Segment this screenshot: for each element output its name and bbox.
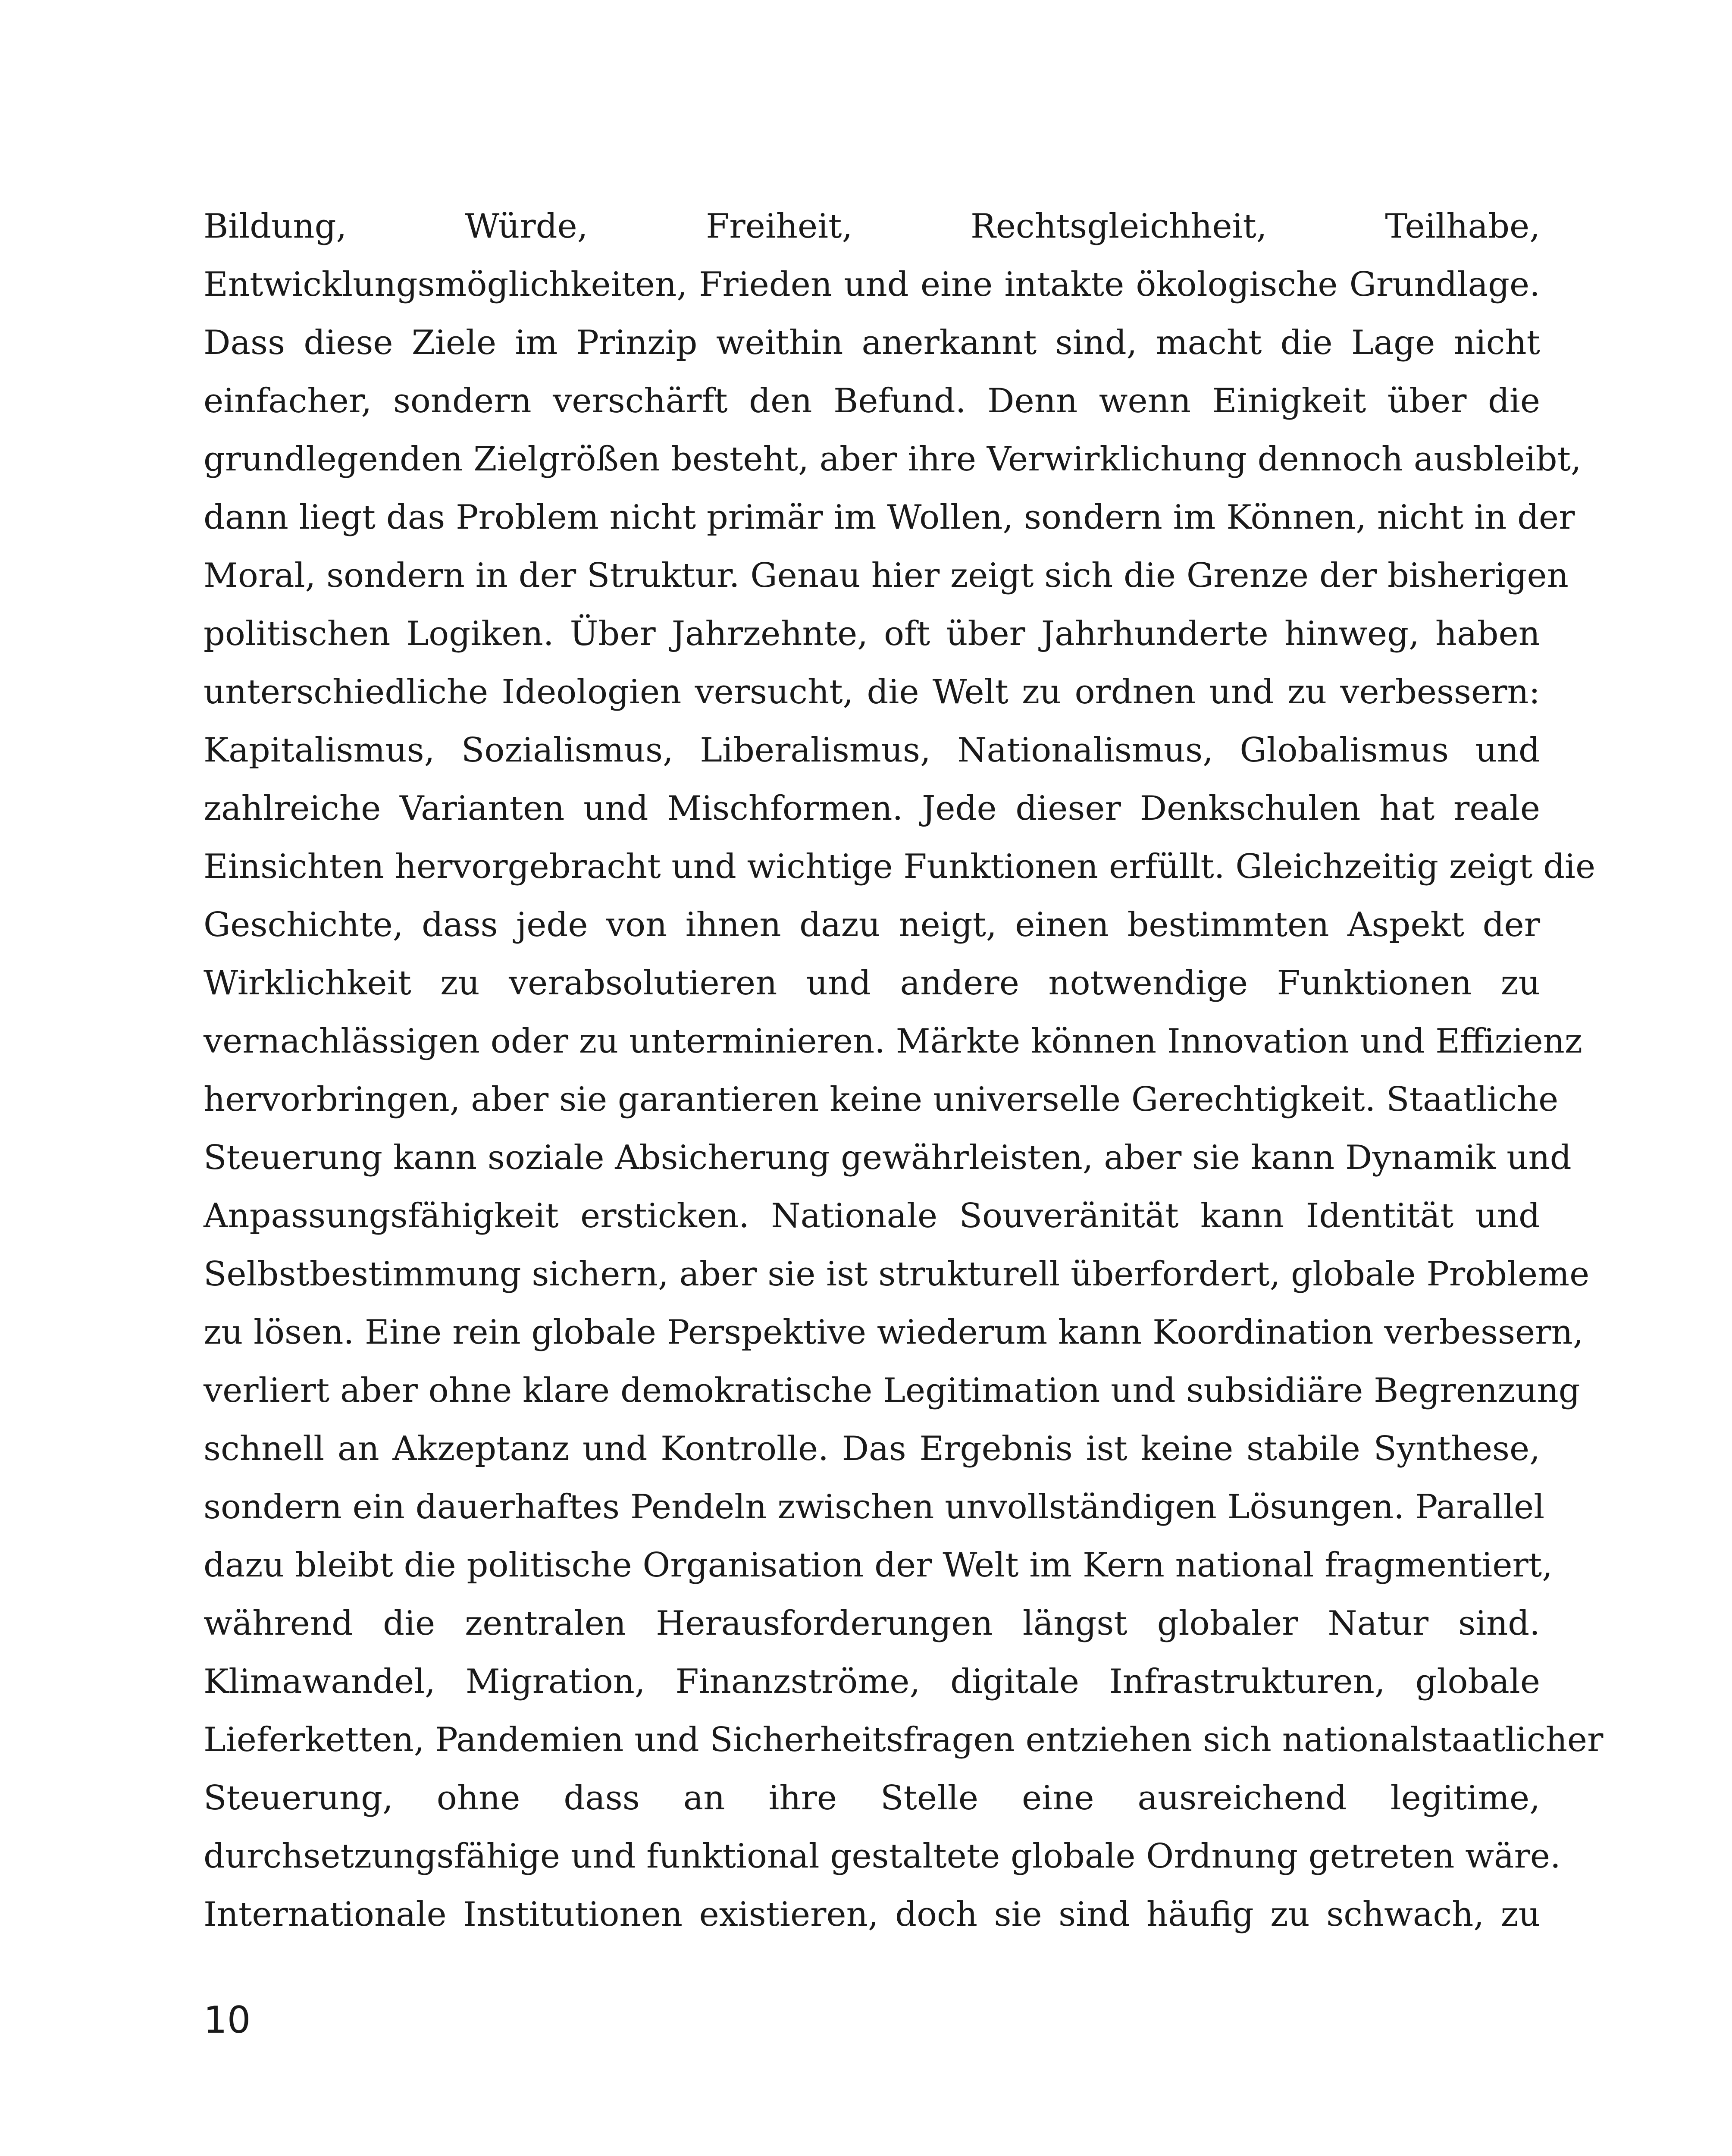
text-line: Einsichten hervorgebracht und wichtige Funktionen erfüllt. Gleichzeitig zeigt die bbox=[204, 847, 1596, 886]
text-line: grundlegenden Zielgrößen besteht, aber ihre Verwirklichung dennoch ausbleibt, bbox=[204, 440, 1582, 479]
text-line: Kapitalismus, Sozialismus, Liberalismus, Nationalismus, Globalismus und bbox=[204, 731, 1540, 770]
text-line: Geschichte, dass jede von ihnen dazu neigt, einen bestimmten Aspekt der bbox=[204, 906, 1540, 944]
text-line: zu lösen. Eine rein globale Perspektive wiederum kann Koordination verbessern, bbox=[204, 1313, 1584, 1352]
text-line: Entwicklungsmöglichkeiten, Frieden und eine intakte ökologische Grundlage. bbox=[204, 265, 1540, 304]
text-line: während die zentralen Herausforderungen längst globaler Natur sind. bbox=[204, 1604, 1540, 1643]
text-line: Klimawandel, Migration, Finanzströme, digitale Infrastrukturen, globale bbox=[204, 1662, 1540, 1701]
text-line: Lieferketten, Pandemien und Sicherheitsfragen entziehen sich nationalstaatlicher bbox=[204, 1720, 1604, 1759]
text-line: Bildung, Würde, Freiheit, Rechtsgleichheit, Teilhabe, bbox=[204, 207, 1540, 246]
body-text bbox=[204, 197, 1604, 1944]
text-line: unterschiedliche Ideologien versucht, die Welt zu ordnen und zu verbessern: bbox=[204, 673, 1540, 711]
page-number: 10 bbox=[204, 1999, 251, 2042]
text-line: Moral, sondern in der Struktur. Genau hier zeigt sich die Grenze der bisherigen bbox=[204, 556, 1569, 595]
text-line: einfacher, sondern verschärft den Befund. Denn wenn Einigkeit über die bbox=[204, 382, 1540, 420]
text-line: dazu bleibt die politische Organisation der Welt im Kern national fragmentiert, bbox=[204, 1546, 1553, 1585]
text-line: Internationale Institutionen existieren, doch sie sind häufig zu schwach, zu bbox=[204, 1895, 1540, 1934]
text-line: Steuerung kann soziale Absicherung gewährleisten, aber sie kann Dynamik und bbox=[204, 1138, 1572, 1177]
text-line: zahlreiche Varianten und Mischformen. Jede dieser Denkschulen hat reale bbox=[204, 789, 1540, 828]
text-line: hervorbringen, aber sie garantieren keine universelle Gerechtigkeit. Staatliche bbox=[204, 1080, 1559, 1119]
text-line: Dass diese Ziele im Prinzip weithin anerkannt sind, macht die Lage nicht bbox=[204, 323, 1540, 362]
text-line: verliert aber ohne klare demokratische Legitimation und subsidiäre Begrenzung bbox=[204, 1371, 1580, 1410]
text-line: Selbstbestimmung sichern, aber sie ist strukturell überfordert, globale Probleme bbox=[204, 1255, 1590, 1294]
text-line: schnell an Akzeptanz und Kontrolle. Das Ergebnis ist keine stabile Synthese, bbox=[204, 1429, 1540, 1468]
text-line: Wirklichkeit zu verabsolutieren und andere notwendige Funktionen zu bbox=[204, 964, 1540, 1003]
text-line: Steuerung, ohne dass an ihre Stelle eine ausreichend legitime, bbox=[204, 1779, 1540, 1818]
text-line: sondern ein dauerhaftes Pendeln zwischen unvollständigen Lösungen. Parallel bbox=[204, 1488, 1545, 1526]
text-line: politischen Logiken. Über Jahrzehnte, oft über Jahrhunderte hinweg, haben bbox=[204, 614, 1540, 653]
text-line: vernachlässigen oder zu unterminieren. Märkte können Innovation und Effizienz bbox=[204, 1022, 1582, 1061]
text-line: Anpassungsfähigkeit ersticken. Nationale Souveränität kann Identität und bbox=[204, 1197, 1540, 1235]
text-line: dann liegt das Problem nicht primär im Wollen, sondern im Können, nicht in der bbox=[204, 498, 1575, 537]
text-line: durchsetzungsfähige und funktional gestaltete globale Ordnung getreten wäre. bbox=[204, 1837, 1561, 1876]
